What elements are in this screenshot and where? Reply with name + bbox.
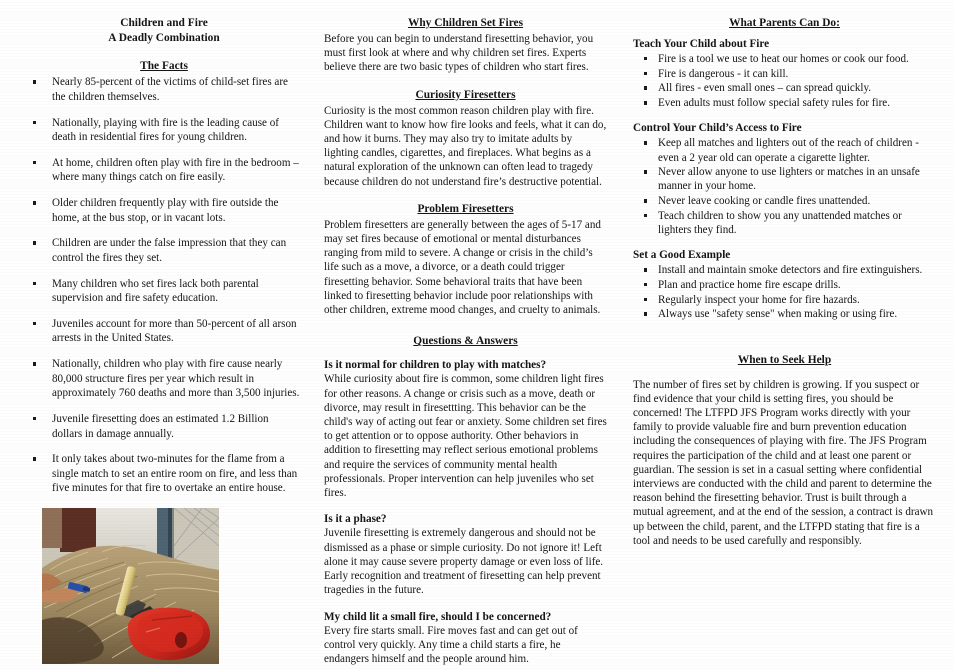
list-item: Older children frequently play with fire outside the home, at the bus stop, or in vacant lots. xyxy=(28,196,300,225)
heading-curiosity-firesetters: Curiosity Firesetters xyxy=(415,88,516,101)
document-title xyxy=(28,16,300,45)
title-line-1: Children and Fire xyxy=(120,17,208,29)
list-item: Nearly 85-percent of the victims of child-set fires are the children themselves. xyxy=(28,75,300,104)
list-item: Children are under the false impression that they can control the fires they set. xyxy=(28,236,300,265)
list-item: All fires - even small ones – can spread quickly. xyxy=(633,81,936,95)
heading-what-parents-can-do: What Parents Can Do: xyxy=(729,17,840,29)
qa-answer: While curiosity about fire is common, some children light fires for other reasons. A change or crisis such as a move, death or divorce, may result in firesettting. This behavior can be the child's way of acting out fear or anxiety. Some children set fires to get attention or to oppose authority. Other behaviors in addition to firesetting may reflect serious emotional problems and require the services of community mental health professionals. Proper intervention can help juveniles who set fires. xyxy=(324,373,607,500)
heading-why-children-set-fires: Why Children Set Fires xyxy=(407,17,524,29)
set-good-example-list xyxy=(633,263,936,321)
facts-list xyxy=(28,75,300,495)
list-item: Teach children to show you any unattended matches or lighters they find. xyxy=(633,209,936,237)
why-children-set-fires-body: Before you can begin to understand firesetting behavior, you must first look at where and why children set fires. Experts believe there are two basic types of children who start fires. xyxy=(324,33,594,74)
heading-problem-firesetters: Problem Firesetters xyxy=(417,202,514,215)
title-line-2: A Deadly Combination xyxy=(108,31,220,44)
heading-questions-and-answers: Questions & Answers xyxy=(413,335,518,348)
list-item: Juvenile firesetting does an estimated 1.2 Billion dollars in damage annually. xyxy=(28,412,300,441)
heading-when-to-seek-help: When to Seek Help xyxy=(737,353,832,366)
qa-answer: Juvenile firesetting is extremely dangerous and should not be dismissed as a phase or simple curiosity. Do not ignore it! Left alone it may cause severe property damage or even loss of life. Early recognition and treatment of firesetting can help prevent tragedies in the future. xyxy=(324,527,604,597)
list-item: Even adults must follow special safety rules for fire. xyxy=(633,96,936,110)
photo-frame xyxy=(42,508,219,664)
qa-answer: Every fire starts small. Fire moves fast and can get out of control very quickly. Any time a child starts a fire, he endangers himself and the people around him. xyxy=(324,624,578,666)
heading-set-a-good-example: Set a Good Example xyxy=(633,249,731,262)
right-column xyxy=(619,16,944,548)
list-item: Never leave cooking or candle fires unattended. xyxy=(633,194,936,208)
list-item: Never allow anyone to use lighters or matches in an unsafe manner in your home. xyxy=(633,165,936,193)
list-item: Nationally, children who play with fire cause nearly 80,000 structure fires per year which result in approximately 760 deaths and more than 3,500 injuries. xyxy=(28,357,300,400)
middle-column xyxy=(314,16,619,666)
qa-question: Is it a phase? xyxy=(324,513,387,526)
list-item: Always use "safety sense" when making or using fire. xyxy=(633,307,936,321)
control-access-list xyxy=(633,136,936,237)
when-to-seek-help-body: The number of fires set by children is growing. If you suspect or find evidence that your child is setting fires, you should be concerned! The LTFPD JFS Program works directly with your family to provide valuable fire and burn prevention education including the consequences of playing with fire. The JFS Program requires the participation of the child and at least one parent or guardian. The session is set in a casual setting where confidential interviews are conducted with the child and parent to determine the reason behind the firesetting behavior. Trust is built through a mutual agreement, and at the end of the session, a contract is drawn up between the child, parent, and the LTFPD stating that fire is a tool and needs to be used carefully and responsibly. xyxy=(633,378,934,547)
heading-the-facts: The Facts xyxy=(140,60,188,73)
list-item: It only takes about two-minutes for the flame from a single match to set an entire room on fire, and less than five minutes for that fire to overtake an entire house. xyxy=(28,452,300,495)
list-item: Fire is dangerous - it can kill. xyxy=(633,67,936,81)
problem-firesetters-body: Problem firesetters are generally between the ages of 5-17 and may set fires because of emotional or mental disturbances ranging from mild to severe. A change or crisis in the child’s life such as a move, a divorce, or a death could trigger firesetting behavior. Some behavioral traits that have been linked to firesetting behavior include poor relationships with other children, extreme mood changes, and cruelty to animals. xyxy=(324,218,601,317)
qa-question: Is it normal for children to play with matches? xyxy=(324,359,547,372)
three-column-layout xyxy=(10,16,944,666)
list-item: Plan and practice home fire escape drills. xyxy=(633,278,936,292)
curiosity-firesetters-body: Curiosity is the most common reason children play with fire. Children want to know how fire looks and feels, what it can do, and how it burns. They may also try to imitate adults by lighting candles, cigarettes, and fireplaces. What begins as a natural exploration of the unknown can often lead to tragedy because children do not understand fire’s destructive potential. xyxy=(324,104,607,188)
teach-your-child-list xyxy=(633,52,936,110)
list-item: Fire is a tool we use to heat our homes or cook our food. xyxy=(633,52,936,66)
firesetting-photo xyxy=(42,508,219,664)
list-item: Keep all matches and lighters out of the reach of children - even a 2 year old can operate a cigarette lighter. xyxy=(633,136,936,164)
list-item: Many children who set fires lack both parental supervision and fire safety education. xyxy=(28,277,300,306)
heading-control-access-to-fire: Control Your Child’s Access to Fire xyxy=(633,122,802,135)
list-item: Install and maintain smoke detectors and fire extinguishers. xyxy=(633,263,936,277)
qa-question: My child lit a small fire, should I be concerned? xyxy=(324,610,552,623)
list-item: Regularly inspect your home for fire hazards. xyxy=(633,293,936,307)
left-column xyxy=(10,16,314,664)
list-item: At home, children often play with fire in the bedroom – where many things catch on fire easily. xyxy=(28,156,300,185)
list-item: Nationally, playing with fire is the leading cause of death in residential fires for young children. xyxy=(28,116,300,145)
heading-teach-your-child-about-fire: Teach Your Child about Fire xyxy=(633,38,770,50)
list-item: Juveniles account for more than 50-percent of all arson arrests in the United States. xyxy=(28,317,300,346)
